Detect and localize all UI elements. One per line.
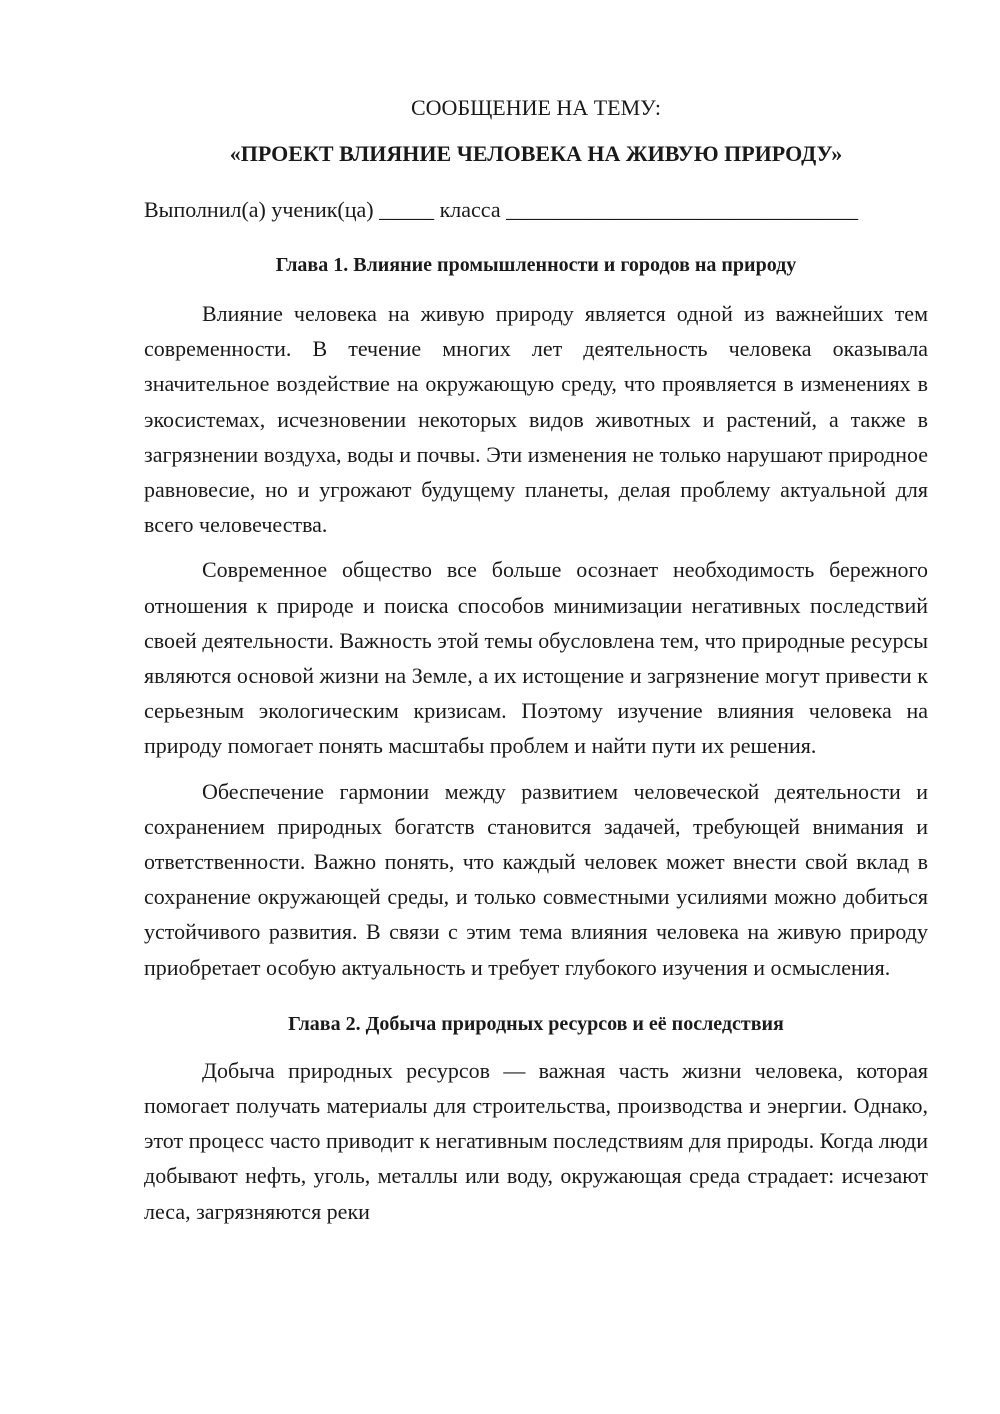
author-line: Выполнил(а) ученик(ца) _____ класса ________________________________ [144, 197, 859, 222]
chapter-1-paragraph-1: Влияние человека на живую природу является одной из важнейших тем современности. В течение многих лет деятельность человека оказывала значительное воздействие на окружающую среду, что проявляется в изменениях в экосистемах, исчезновении некоторых видов животных и растений, а также в загрязнении воздуха, воды и почвы. Эти изменения не только нарушают природное равновесие, но и угрожают будущему планеты, делая проблему актуальной для всего человечества. [144, 301, 928, 538]
chapter-1-paragraph-2: Современное общество все больше осознает необходимость бережного отношения к природе и поиска способов минимизации негативных последствий своей деятельности. Важность этой темы обусловлена тем, что природные ресурсы являются основой жизни на Земле, а их истощение и загрязнение могут привести к серьезным экологическим кризисам. Поэтому изучение влияния человека на природу помогает понять масштабы проблем и найти пути их решения. [144, 557, 928, 759]
document-page [144, 92, 928, 1229]
chapter-1-paragraph-3: Обеспечение гармонии между развитием человеческой деятельности и сохранением природных богатств становится задачей, требующей внимания и ответственности. Важно понять, что каждый человек может внести свой вклад в сохранение окружающей среды, и только совместными усилиями можно добиться устойчивого развития. В связи с этим тема влияния человека на живую природу приобретает особую актуальность и требует глубокого изучения и осмысления. [144, 778, 928, 980]
chapter-2-paragraph-1: Добыча природных ресурсов — важная часть жизни человека, которая помогает получать материалы для строительства, производства и энергии. Однако, этот процесс часто приводит к негативным последствиям для природы. Когда люди добывают нефть, уголь, металлы или воду, окружающая среда страдает: исчезают леса, загрязняются реки [144, 1057, 928, 1224]
chapter-1-title: Глава 1. Влияние промышленности и городов на природу [275, 254, 797, 276]
topic-line: СООБЩЕНИЕ НА ТЕМУ: [411, 95, 661, 120]
chapter-2-title: Глава 2. Добыча природных ресурсов и её последствия [288, 1012, 784, 1035]
document-title: «ПРОЕКТ ВЛИЯНИЕ ЧЕЛОВЕКА НА ЖИВУЮ ПРИРОДУ» [229, 141, 843, 166]
